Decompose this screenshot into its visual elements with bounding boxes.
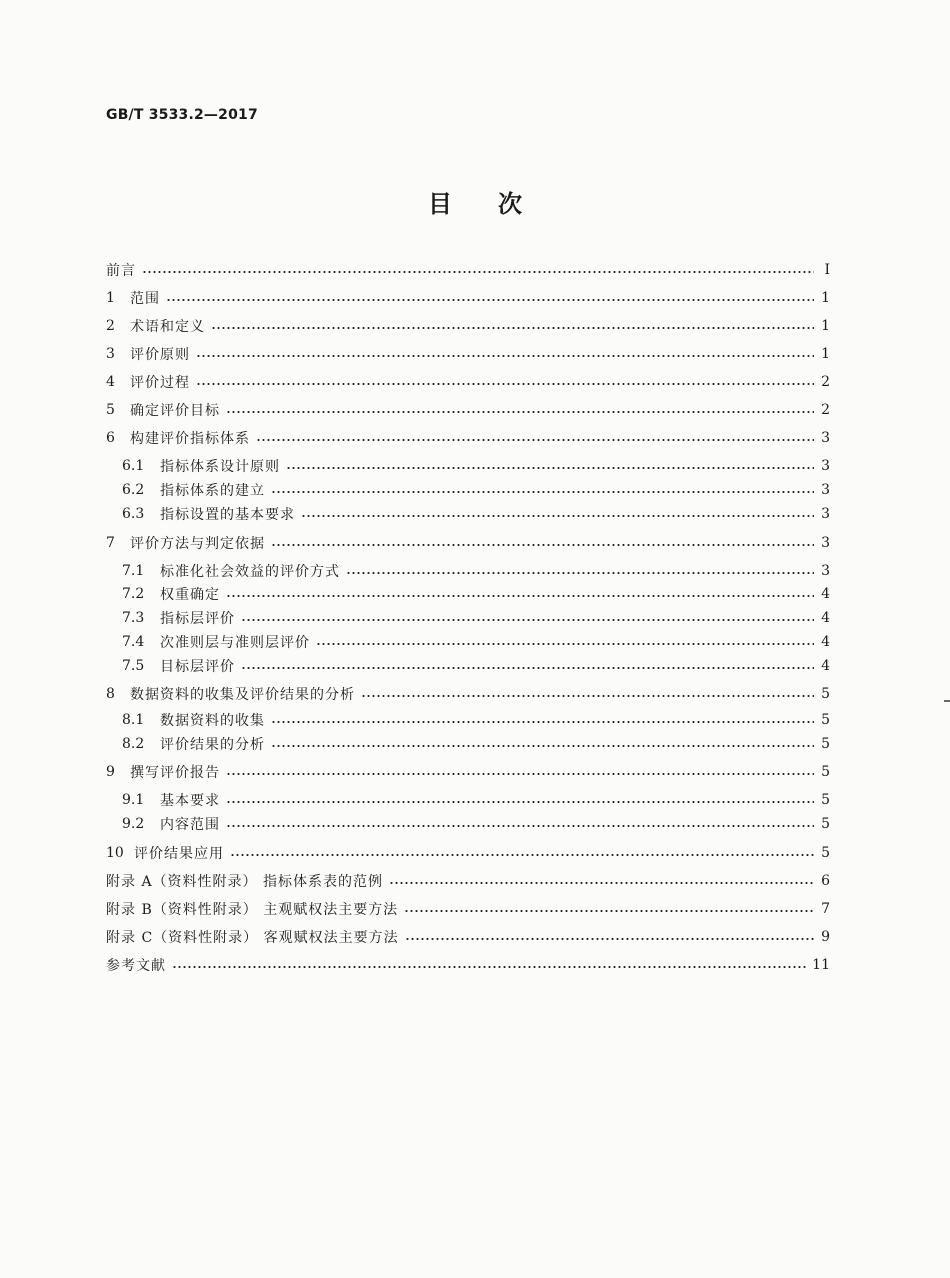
toc-entry[interactable] [106, 287, 830, 309]
toc-leader-dots [196, 383, 814, 385]
toc-entry-page-number: 3 [821, 482, 830, 498]
toc-entry-label: 参考文献 [106, 958, 166, 974]
toc-entry-number: 8 [106, 686, 115, 702]
toc-entry-label: 前言 [106, 263, 136, 279]
toc-leader-dots [230, 854, 814, 856]
toc-entry-label: 评价原则 [130, 347, 190, 363]
scan-mark [944, 700, 950, 702]
toc-entry[interactable] [122, 813, 830, 835]
toc-leader-dots [226, 773, 814, 775]
toc-entry-number: 7.4 [122, 634, 145, 650]
toc-entry-number: 4 [106, 374, 115, 390]
toc-entry-number: 9.2 [122, 816, 145, 832]
toc-entry-label: 评价结果的分析 [160, 737, 265, 753]
toc-entry-number: 6.1 [122, 458, 145, 474]
toc-entry-number: 3 [106, 346, 115, 362]
toc-entry-page-number: 5 [821, 845, 830, 861]
toc-entry-number: 9.1 [122, 792, 145, 808]
toc-entry-label: 指标体系的建立 [160, 483, 265, 499]
toc-leader-dots [211, 327, 814, 329]
toc-leader-dots [404, 910, 814, 912]
toc-entry-label: 基本要求 [160, 793, 220, 809]
toc-entry-label: 评价方法与判定依据 [130, 536, 265, 552]
toc-entry-label: 指标层评价 [160, 611, 235, 627]
toc-entry[interactable] [122, 655, 830, 677]
toc-entry-label: 评价结果应用 [134, 846, 224, 862]
toc-entry-number: 1 [106, 290, 115, 306]
toc-entry[interactable] [106, 683, 830, 705]
toc-entry-page-number: 1 [821, 346, 830, 362]
toc-entry-page-number: Ⅰ [824, 262, 830, 278]
toc-entry-label: 次准则层与准则层评价 [160, 635, 310, 651]
toc-entry[interactable] [122, 709, 830, 731]
toc-entry-page-number: 5 [821, 712, 830, 728]
toc-entry-number: 7.3 [122, 610, 145, 626]
toc-leader-dots [405, 938, 814, 940]
toc-entry-number: 9 [106, 764, 115, 780]
toc-entry[interactable] [122, 733, 830, 755]
toc-entry-page-number: 3 [821, 430, 830, 446]
toc-entry[interactable] [122, 503, 830, 525]
toc-leader-dots [271, 721, 814, 723]
toc-entry-page-number: 11 [812, 957, 830, 973]
toc-leader-dots [301, 515, 814, 517]
toc-entry[interactable] [106, 926, 830, 948]
toc-leader-dots [226, 801, 814, 803]
toc-entry-label: 标准化社会效益的评价方式 [160, 564, 340, 580]
toc-entry[interactable] [122, 583, 830, 605]
toc-entry-page-number: 5 [821, 792, 830, 808]
toc-entry-number: 8.1 [122, 712, 145, 728]
toc-entry-page-number: 3 [821, 506, 830, 522]
toc-entry-label: 术语和定义 [130, 319, 205, 335]
toc-leader-dots [226, 825, 814, 827]
toc-entry[interactable] [106, 842, 830, 864]
toc-leader-dots [361, 695, 814, 697]
toc-entry-page-number: 5 [821, 686, 830, 702]
toc-entry-page-number: 3 [821, 563, 830, 579]
toc-leader-dots [256, 439, 814, 441]
toc-entry-page-number: 2 [821, 374, 830, 390]
toc-leader-dots [142, 271, 814, 273]
toc-entry[interactable] [122, 789, 830, 811]
toc-leader-dots [271, 745, 814, 747]
toc-leader-dots [271, 544, 814, 546]
toc-entry-number: 10 [106, 845, 124, 861]
toc-leader-dots [316, 643, 814, 645]
toc-entry-number: 6.2 [122, 482, 145, 498]
toc-entry-page-number: 2 [821, 402, 830, 418]
toc-entry-label: 构建评价指标体系 [130, 431, 250, 447]
toc-entry-page-number: 4 [821, 634, 830, 650]
toc-entry-label: 撰写评价报告 [130, 765, 220, 781]
toc-entry[interactable] [122, 631, 830, 653]
toc-entry-label: 附录 C（资料性附录） 客观赋权法主要方法 [106, 930, 399, 946]
toc-leader-dots [226, 595, 814, 597]
toc-entry-number: 6 [106, 430, 115, 446]
toc-entry-label: 内容范围 [160, 817, 220, 833]
toc-entry[interactable] [106, 427, 830, 449]
toc-entry-page-number: 3 [821, 535, 830, 551]
toc-entry[interactable] [106, 532, 830, 554]
toc-leader-dots [241, 619, 814, 621]
toc-entry-number: 7.1 [122, 563, 145, 579]
toc-entry-page-number: 1 [821, 318, 830, 334]
toc-entry-page-number: 5 [821, 816, 830, 832]
toc-leader-dots [271, 491, 814, 493]
toc-leader-dots [166, 299, 814, 301]
toc-entry-number: 6.3 [122, 506, 145, 522]
toc-entry-page-number: 5 [821, 764, 830, 780]
toc-entry-number: 5 [106, 402, 115, 418]
toc-entry[interactable] [122, 479, 830, 501]
toc-entry[interactable] [106, 399, 830, 421]
toc-leader-dots [172, 966, 806, 968]
toc-entry-label: 范围 [130, 291, 160, 307]
toc-entry-label: 评价过程 [130, 375, 190, 391]
toc-leader-dots [226, 411, 814, 413]
toc-leader-dots [241, 667, 814, 669]
toc-entry[interactable] [106, 761, 830, 783]
toc-entry-label: 指标体系设计原则 [160, 459, 280, 475]
toc-entry-number: 7.2 [122, 586, 145, 602]
toc-entry-label: 附录 A（资料性附录） 指标体系表的范例 [106, 874, 384, 890]
toc-entry[interactable] [106, 315, 830, 337]
toc-leader-dots [389, 882, 814, 884]
toc-entry[interactable] [106, 343, 830, 365]
toc-entry-page-number: 5 [821, 736, 830, 752]
toc-entry-label: 数据资料的收集 [160, 713, 265, 729]
toc-entry-number: 7.5 [122, 658, 145, 674]
page-title: 目次 [428, 189, 568, 218]
toc-entry-page-number: 6 [821, 873, 830, 889]
toc-entry-label: 指标设置的基本要求 [160, 507, 295, 523]
toc-entry-page-number: 9 [821, 929, 830, 945]
toc-entry-page-number: 4 [821, 610, 830, 626]
toc-entry[interactable] [122, 455, 830, 477]
toc-entry[interactable] [122, 607, 830, 629]
toc-entry-number: 2 [106, 318, 115, 334]
toc-entry-page-number: 4 [821, 586, 830, 602]
toc-entry[interactable] [106, 954, 830, 976]
toc-entry-label: 确定评价目标 [130, 403, 220, 419]
toc-entry-page-number: 3 [821, 458, 830, 474]
toc-entry-number: 7 [106, 535, 115, 551]
standard-code: GB/T 3533.2—2017 [106, 107, 258, 123]
toc-leader-dots [196, 355, 814, 357]
toc-entry-label: 附录 B（资料性附录） 主观赋权法主要方法 [106, 902, 399, 918]
toc-entry-page-number: 7 [821, 901, 830, 917]
toc-entry[interactable] [106, 870, 830, 892]
toc-entry-label: 数据资料的收集及评价结果的分析 [130, 687, 355, 703]
toc-leader-dots [346, 572, 814, 574]
toc-entry[interactable] [106, 371, 830, 393]
toc-entry-label: 目标层评价 [160, 659, 235, 675]
toc-entry[interactable] [106, 898, 830, 920]
toc-entry-number: 8.2 [122, 736, 145, 752]
toc-entry[interactable] [106, 259, 830, 281]
toc-entry-page-number: 1 [821, 290, 830, 306]
toc-entry[interactable] [122, 560, 830, 582]
toc-entry-page-number: 4 [821, 658, 830, 674]
toc-leader-dots [286, 467, 814, 469]
toc-entry-label: 权重确定 [160, 587, 220, 603]
